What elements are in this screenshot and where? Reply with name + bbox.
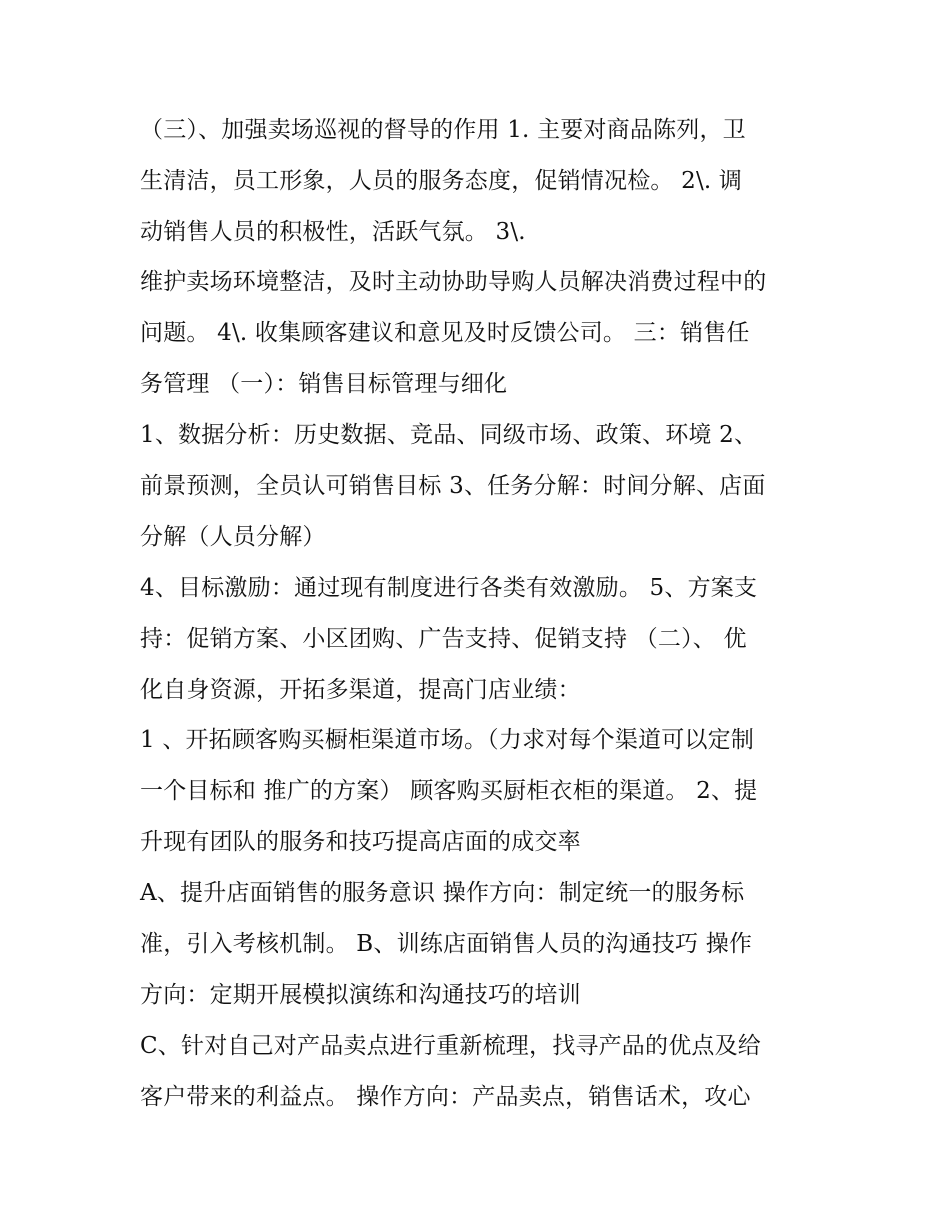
- text-line-16: A、提升店面销售的服务意识 操作方向：制定统一的服务标: [140, 880, 745, 906]
- text-line-14: 一个目标和 推广的方案） 顾客购买厨柜衣柜的渠道。 2、提: [140, 778, 758, 804]
- text-line-12: 化自身资源，开拓多渠道，提高门店业绩：: [140, 677, 581, 703]
- text-line-2: 生清洁，员工形象，人员的服务态度，促销情况检。 2\. 调: [140, 168, 743, 194]
- text-line-7: 1、数据分析：历史数据、竞品、同级市场、政策、环境 2、: [140, 422, 758, 448]
- text-line-9: 分解（人员分解）: [140, 524, 326, 550]
- text-line-3: 动销售人员的积极性，活跃气氛。 3\.: [140, 219, 526, 245]
- text-line-17: 准，引入考核机制。 B、训练店面销售人员的沟通技巧 操作: [140, 931, 753, 957]
- text-line-5: 问题。 4\. 收集顾客建议和意见及时反馈公司。 三：销售任: [140, 320, 750, 346]
- text-line-13: 1 、开拓顾客购买橱柜渠道市场。（力求对每个渠道可以定制: [140, 727, 755, 753]
- text-line-11: 持：促销方案、小区团购、广告支持、促销支持 （二）、 优: [140, 626, 747, 652]
- text-line-18: 方向：定期开展模拟演练和沟通技巧的培训: [140, 982, 581, 1008]
- text-line-4: 维护卖场环境整洁，及时主动协助导购人员解决消费过程中的: [140, 269, 767, 295]
- text-line-15: 升现有团队的服务和技巧提高店面的成交率: [140, 829, 581, 855]
- text-line-10: 4、目标激励：通过现有制度进行各类有效激励。 5、方案支: [140, 575, 758, 601]
- text-line-19: C、针对自己对产品卖点进行重新梳理，找寻产品的优点及给: [140, 1033, 761, 1059]
- text-line-6: 务管理 （一）：销售目标管理与细化: [140, 371, 508, 397]
- text-line-1: （三）、加强卖场巡视的督导的作用 1. 主要对商品陈列，卫: [140, 117, 746, 143]
- text-line-20: 客户带来的利益点。 操作方向：产品卖点，销售话术，攻心: [140, 1084, 751, 1110]
- text-line-8: 前景预测，全员认可销售目标 3、任务分解：时间分解、店面: [140, 473, 766, 499]
